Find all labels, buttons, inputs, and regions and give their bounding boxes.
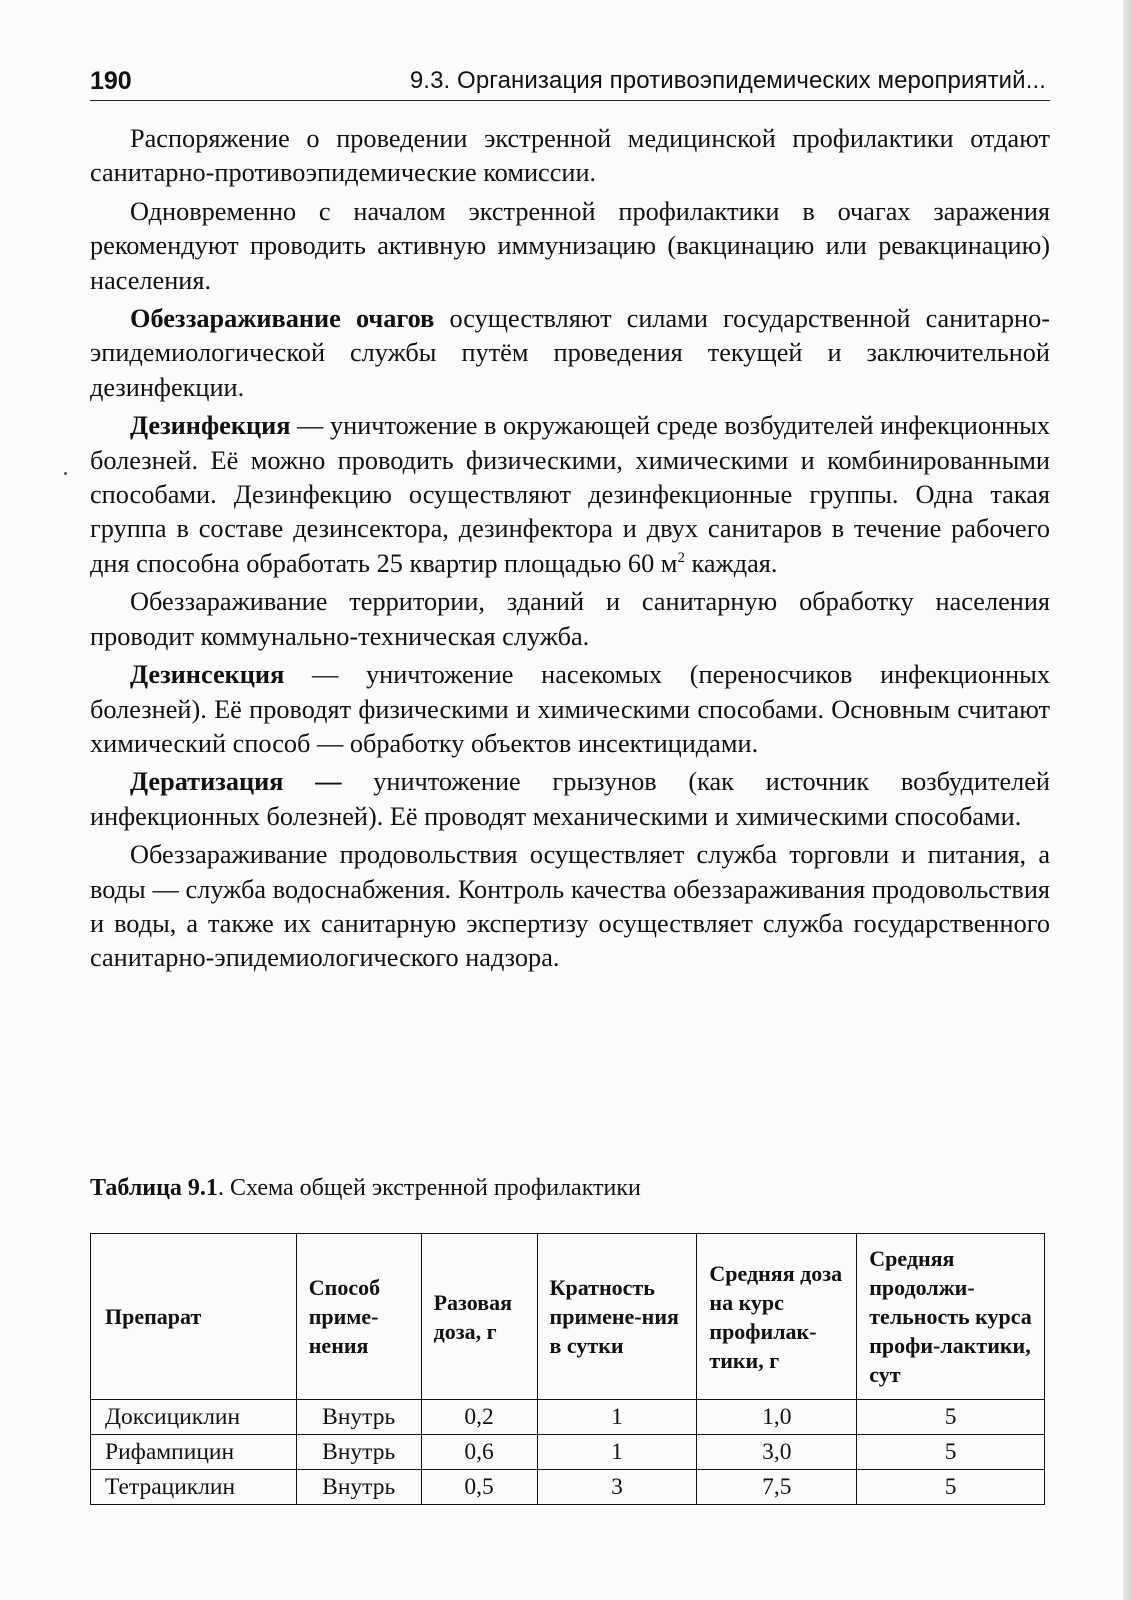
cell-drug: Тетрациклин	[91, 1470, 297, 1505]
paragraph: Дезинсекция — уничтожение насекомых (переносчиков инфекционных болезней). Её проводят физическими и химическими способами. Основным считают химический способ — обработку объектов инсектицидами.	[90, 660, 1050, 758]
paragraph: Обеззараживание очагов осуществляют силами государственной санитарно-эпидемиологической службы путём проведения текущей и заключительной дезинфекции.	[90, 304, 1050, 402]
running-head: 9.3. Организация противоэпидемических мероприятий...	[409, 67, 1046, 94]
cell-frequency: 1	[537, 1435, 697, 1470]
page-edge	[1123, 0, 1131, 1600]
cell-single-dose: 0,6	[421, 1435, 537, 1470]
table-row	[91, 1470, 1045, 1505]
term: Дератизация —	[130, 767, 342, 797]
paragraph: Дезинфекция — уничтожение в окружающей среде возбудителей инфекционных болезней. Её можно проводить физическими, химическими и комбинированными способами. Дезинфекцию осуществляют дезинфекционные группы. Одна такая группа в составе дезинсектора, дезинфектора и двух санитаров в течение рабочего дня способна обработать 25 квартир площадью 60 $м^2$ каждая.	[90, 411, 1050, 578]
header-drug: Препарат	[91, 1234, 297, 1400]
term: Дезинсекция	[130, 660, 285, 690]
table-caption-text: . Схема общей экстренной профилактики	[217, 1175, 641, 1201]
cell-drug: Доксициклин	[91, 1400, 297, 1435]
header-course-duration: Средняя продолжи-тельность курса профи-лактики, сут	[857, 1234, 1045, 1400]
margin-mark	[64, 472, 67, 475]
cell-frequency: 1	[537, 1400, 697, 1435]
term: Обеззараживание очагов	[130, 304, 435, 334]
cell-course-duration: 5	[857, 1400, 1045, 1435]
paragraph: Дератизация — уничтожение грызунов (как источник возбудителей инфекционных болезней). Её проводят механическими и химическими способами.	[90, 767, 1050, 831]
prophylaxis-table	[90, 1233, 1045, 1505]
table-row	[91, 1400, 1045, 1435]
header-single-dose: Разовая доза, г	[421, 1234, 537, 1400]
header-course-dose: Средняя доза на курс профилак-тики, г	[697, 1234, 857, 1400]
table-row	[91, 1435, 1045, 1470]
cell-single-dose: 0,5	[421, 1470, 537, 1505]
cell-route: Внутрь	[296, 1400, 421, 1435]
body-text	[90, 122, 1050, 980]
paragraph: Распоряжение о проведении экстренной медицинской профилактики отдают санитарно-противоэпидемические комиссии.	[90, 124, 1050, 188]
cell-frequency: 3	[537, 1470, 697, 1505]
cell-course-dose: 3,0	[697, 1435, 857, 1470]
term: Дезинфекция	[130, 411, 291, 441]
cell-course-duration: 5	[857, 1470, 1045, 1505]
cell-course-dose: 7,5	[697, 1470, 857, 1505]
page-header	[90, 66, 1050, 101]
page-number: 190	[90, 67, 132, 95]
table-caption-label: Таблица 9.1	[90, 1175, 218, 1201]
cell-course-duration: 5	[857, 1435, 1045, 1470]
header-frequency: Кратность примене-ния в сутки	[537, 1234, 697, 1400]
cell-drug: Рифампицин	[91, 1435, 297, 1470]
cell-route: Внутрь	[296, 1435, 421, 1470]
paragraph: Одновременно с началом экстренной профилактики в очагах заражения рекомендуют проводить активную иммунизацию (вакцинацию или ревакцинацию) населения.	[90, 196, 1050, 295]
paragraph: Обеззараживание территории, зданий и санитарную обработку населения проводит коммунально-техническая служба.	[90, 587, 1050, 651]
cell-course-dose: 1,0	[697, 1400, 857, 1435]
cell-single-dose: 0,2	[421, 1400, 537, 1435]
paragraph: Обеззараживание продовольствия осуществляет служба торговли и питания, а воды — служба водоснабжения. Контроль качества обеззараживания продовольствия и воды, а также их санитарную экспертизу осуществляет служба государственного санитарно-эпидемиологического надзора.	[90, 840, 1050, 973]
table-header-row	[91, 1234, 1045, 1400]
table-caption	[90, 1173, 641, 1203]
header-route: Способ приме-нения	[296, 1234, 421, 1400]
cell-route: Внутрь	[296, 1470, 421, 1505]
